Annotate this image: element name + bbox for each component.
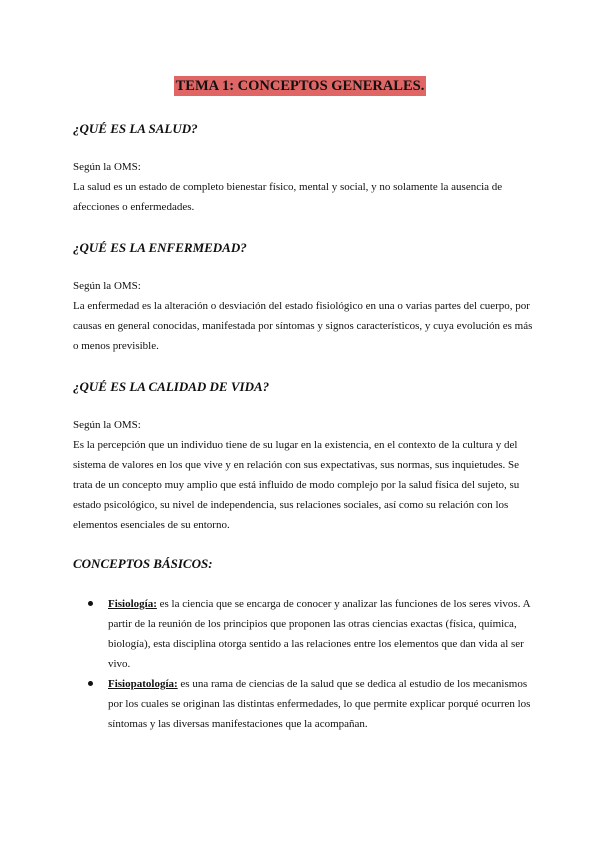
title-container [0, 76, 600, 96]
section-heading-salud: ¿QUÉ ES LA SALUD? [73, 121, 198, 136]
section-heading-conceptos: CONCEPTOS BÁSICOS: [73, 556, 213, 571]
concept-definition: es la ciencia que se encarga de conocer y analizar las funciones de los seres vivos. A partir de la reunión de los principios que proponen las otras ciencias exactas (física, química, biología), esta disciplina otorga sentido a las relaciones entre los elementos que dan vida al ser vivo. [108, 598, 530, 670]
section-salud [73, 120, 533, 217]
source-label: Según la OMS: [73, 280, 141, 292]
section-heading-enfermedad: ¿QUÉ ES LA ENFERMEDAD? [73, 240, 247, 255]
section-body-calidad-vida [73, 415, 533, 535]
definition-text: La enfermedad es la alteración o desviación del estado fisiológico en una o varias partes del cuerpo, por causas en general conocidas, manifestada por síntomas y signos característicos, y cuya evolución es más o menos previsible. [73, 300, 533, 352]
section-body-salud [73, 157, 533, 217]
concept-definition: es una rama de ciencias de la salud que se dedica al estudio de los mecanismos por los cuales se originan las distintas enfermedades, lo que permite explicar porqué ocurren los síntomas y las diversas manifestaciones que la acompañan. [108, 678, 531, 730]
section-calidad-vida [73, 378, 533, 535]
page-title: TEMA 1: CONCEPTOS GENERALES. [175, 78, 425, 94]
concept-term: Fisiología: [108, 598, 157, 610]
list-item [88, 594, 533, 674]
section-enfermedad [73, 239, 533, 356]
section-heading-calidad-vida: ¿QUÉ ES LA CALIDAD DE VIDA? [73, 379, 270, 394]
definition-text: La salud es un estado de completo bienestar físico, mental y social, y no solamente la ausencia de afecciones o enfermedades. [73, 181, 503, 213]
source-label: Según la OMS: [73, 161, 141, 173]
definition-text: Es la percepción que un individuo tiene de su lugar en la existencia, en el contexto de la cultura y del sistema de valores en los que vive y en relación con sus expectativas, sus normas, sus inquietudes. Se trata de un concepto muy amplio que está influido de modo complejo por la salud física del sujeto, su estado psicológico, su nivel de independencia, sus relaciones sociales, así como su relación con los elementos esenciales de su entorno. [73, 439, 520, 531]
source-label: Según la OMS: [73, 419, 141, 431]
bullet-icon [88, 601, 93, 606]
list-item [88, 674, 533, 734]
concept-term: Fisiopatología: [108, 678, 178, 690]
section-conceptos-basicos [73, 555, 533, 573]
bullet-icon [88, 681, 93, 686]
section-body-enfermedad [73, 276, 533, 356]
concepts-list [88, 594, 533, 734]
